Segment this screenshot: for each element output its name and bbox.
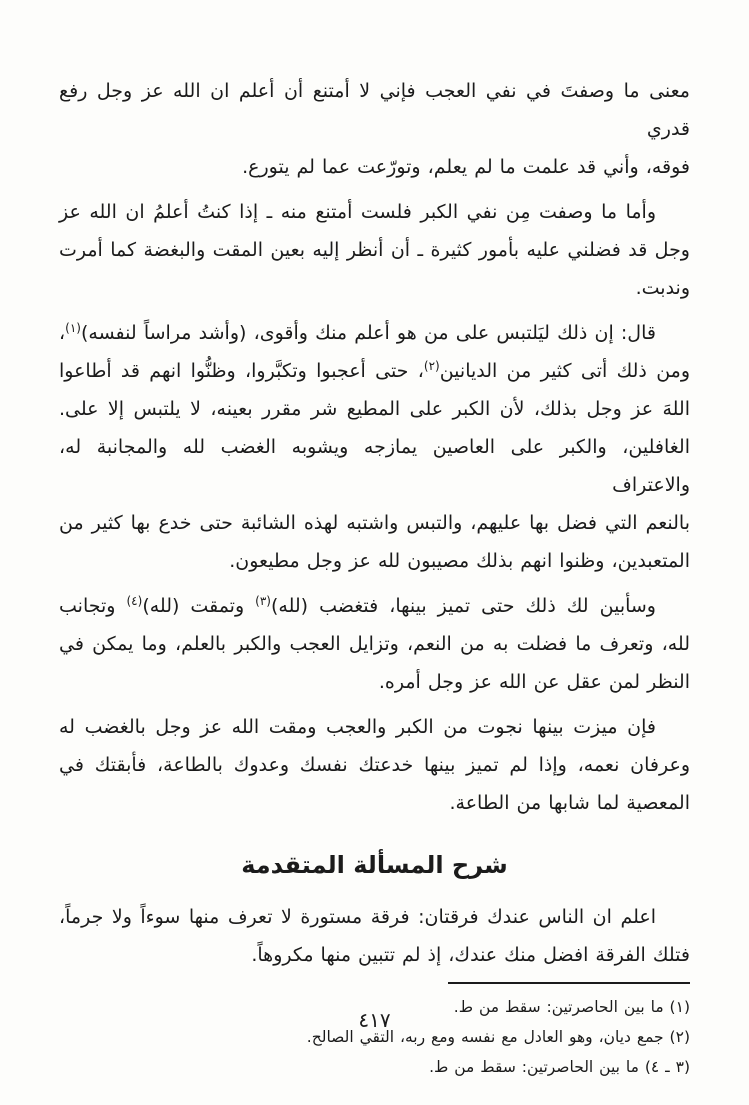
text-line: ومن ذلك أتى كثير من الديانين$^{(٢)}$، حتى أعجبوا وتكبَّروا، وظنُّوا انهم قد أطاعوا <box>59 359 691 382</box>
footnote-ref-marker: (٤) <box>126 594 143 608</box>
text-line: قال: إن ذلك ليَلتبس على من هو أعلم منك وأقوى، (وأشد مراساً لنفسه)$^{(١)}$، <box>59 321 656 344</box>
paragraph <box>59 587 690 701</box>
footnote-line: (٣ ـ ٤) ما بين الحاصرتين: سقط من ط. <box>429 1058 690 1076</box>
footnote-line: (١) ما بين الحاصرتين: سقط من ط. <box>453 998 690 1016</box>
text-line: اعلم ان الناس عندك فرقتان: فرقة مستورة لا تعرف منها سوءاً ولا جرماً، <box>59 906 656 928</box>
paragraph <box>59 314 690 580</box>
text-line: وسأبين لك ذلك حتى تميز بينها، فتغضب (لله)$^{(٣)}$ وتمقت (لله)$^{(٤)}$ وتجانب <box>59 594 656 617</box>
text-line: معنى ما وصفتَ في نفي العجب فإني لا أمتنع أن أعلم ان الله عز وجل رفع قدري <box>59 80 690 140</box>
footnote-ref-marker: (١) <box>65 321 81 335</box>
text-line: المتعبدين، وظنوا انهم بذلك مصيبون لله عز وجل مطيعون. <box>229 550 690 572</box>
text-line: الغافلين، والكبر على العاصين يمازجه ويشوبه الغضب لله والمجانبة له، والاعتراف <box>59 436 690 496</box>
footnote-ref-marker: (٣) <box>255 594 271 608</box>
text-line: وعرفان نعمه، وإذا لم تميز بينها خدعتك نفسك وعدوك بالطاعة، فأبقتك في <box>59 754 690 776</box>
page-number: ٤١٧ <box>358 1008 391 1032</box>
paragraph <box>59 708 690 822</box>
text-line: وجل قد فضلني عليه بأمور كثيرة ـ أن أنظر إليه بعين المقت والبغضة كما أمرت <box>59 239 690 261</box>
text-line: فوقه، وأني قد علمت ما لم يعلم، وتورّعت عما لم يتورع. <box>242 156 690 178</box>
text-line: وأما ما وصفت مِن نفي الكبر فلست أمتنع منه ـ إذا كنتُ أعلمُ ان الله عز <box>59 201 656 223</box>
footnotes <box>59 992 690 1082</box>
footnote-ref-marker: (٢) <box>423 359 440 373</box>
page-body <box>59 72 690 974</box>
text-line: المعصية لما شابها من الطاعة. <box>449 792 690 814</box>
footnote-separator <box>448 982 690 984</box>
text-line: لله، وتعرف ما فضلت به من النعم، وتزايل العجب والكبر بالعلم، وما يمكن في <box>59 633 690 655</box>
section-heading: شرح المسألة المتقدمة <box>241 851 508 879</box>
text-line: وندبت. <box>635 277 690 299</box>
text-line: بالنعم التي فضل بها عليهم، والتبس واشتبه لهذه الشائبة حتى خدع بها كثير من <box>59 512 690 534</box>
footnote-line: (٢) جمع ديان، وهو العادل مع نفسه ومع ربه، التقي الصالح. <box>306 1028 690 1046</box>
text-line: اللهَ عز وجل بذلك، لأن الكبر على المطيع شر مقرر بعينه، لا يلتبس إلا على. <box>59 398 690 420</box>
paragraph <box>59 193 690 307</box>
text-line: النظر لمن عقل عن الله عز وجل أمره. <box>378 671 690 693</box>
text-line: فتلك الفرقة افضل منك عندك، إذ لم تتبين منها مكروهاً. <box>251 944 690 966</box>
paragraph <box>59 898 690 974</box>
text-line: فإن ميزت بينها نجوت من الكبر والعجب ومقت الله عز وجل بالغضب له <box>59 716 656 738</box>
paragraph <box>59 72 690 186</box>
